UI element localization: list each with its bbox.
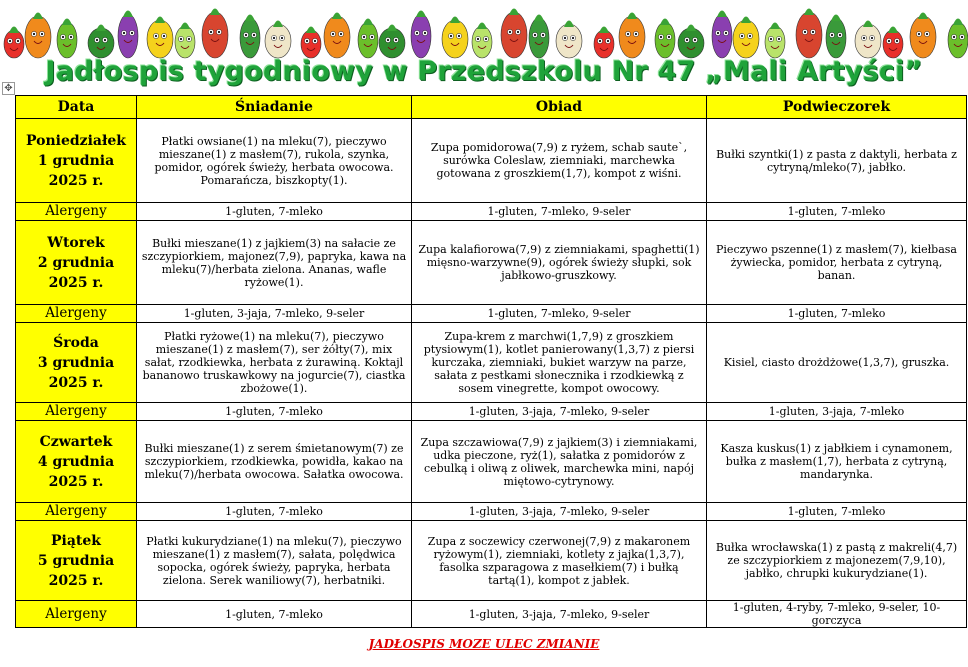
eggplant-icon (411, 11, 431, 59)
day-year: 2025 r. (48, 274, 104, 291)
snack-cell: Kasza kuskus(1) z jabłkiem i cynamonem, bułka z masłem(1,7), herbata z cytryną, mandarynka. (707, 421, 967, 503)
snack-cell: Kisiel, ciasto drożdżowe(1,3,7), gruszka. (707, 323, 967, 403)
day-row (16, 221, 967, 305)
tomato-icon (733, 17, 759, 59)
onion-icon (202, 9, 228, 59)
allergen-row (16, 305, 967, 323)
pepper-icon (948, 19, 968, 59)
snack-cell: Pieczywo pszenne(1) z masłem(7), kiełbasa żywiecka, pomidor, herbata z cytryną, banan. (707, 221, 967, 305)
allergen-lunch: 1-gluten, 3-jaja, 7-mleko, 9-seler (412, 503, 707, 521)
allergen-row (16, 503, 967, 521)
day-year: 2025 r. (48, 374, 104, 391)
allergen-label: Alergeny (16, 503, 137, 521)
allergen-row (16, 403, 967, 421)
allergen-row (16, 601, 967, 628)
carrot-icon (301, 27, 321, 59)
allergen-label: Alergeny (16, 203, 137, 221)
day-date: 3 grudnia (37, 354, 115, 371)
allergen-label: Alergeny (16, 305, 137, 323)
onion-icon (796, 9, 822, 59)
allergen-label: Alergeny (16, 403, 137, 421)
day-name: Środa (53, 334, 99, 351)
lunch-cell: Zupa pomidorowa(7,9) z ryżem, schab saute`, surówka Coleslaw, ziemniaki, marchewka gotowana z groszkiem(1,7), kompot z wiśni. (412, 119, 707, 203)
apple-icon (25, 13, 51, 59)
pepper-icon (57, 19, 77, 59)
day-name: Poniedziałek (25, 132, 127, 149)
day-name: Czwartek (39, 433, 113, 450)
day-year: 2025 r. (48, 473, 104, 490)
radish-icon (556, 21, 582, 59)
breakfast-cell: Bułki mieszane(1) z jajkiem(3) na sałacie ze szczypiorkiem, majonez(7,9), papryka, kawa na mleku(7)/herbata zielona. Ananas, wafle ryżowe(1). (137, 221, 412, 305)
apple-icon (910, 13, 936, 59)
day-name: Piątek (51, 532, 101, 549)
allergen-snack: 1-gluten, 7-mleko (707, 305, 967, 323)
day-row (16, 119, 967, 203)
day-cell (16, 221, 137, 305)
header-row (16, 96, 967, 119)
day-date: 1 grudnia (37, 152, 115, 169)
lunch-cell: Zupa-krem z marchwi(1,7,9) z groszkiem ptysiowym(1), kotlet panierowany(1,3,7) z piersi kurczaka, ziemniaki, bukiet warzyw na parze, sałata z pestkami słonecznika i rzodkiewką z sosem vinegrette, kompot owocowy. (412, 323, 707, 403)
day-cell (16, 521, 137, 601)
lettuce-icon (765, 23, 785, 59)
carrot-icon (883, 27, 903, 59)
allergen-lunch: 1-gluten, 3-jaja, 7-mleko, 9-seler (412, 601, 707, 628)
pepper-icon (358, 19, 378, 59)
page-title: Jadłospis tygodniowy w Przedszkolu Nr 47 „Mali Artyści” (45, 56, 923, 87)
header-date: Data (16, 96, 137, 119)
cucumber-icon (379, 25, 405, 59)
breakfast-cell: Bułki mieszane(1) z serem śmietanowym(7) ze szczypiorkiem, rzodkiewka, powidła, kakao na mleku(7)/herbata owocowa. Sałatka owocowa. (137, 421, 412, 503)
day-name: Wtorek (47, 234, 105, 251)
pear-icon (826, 15, 846, 59)
radish-icon (855, 21, 881, 59)
tomato-icon (442, 17, 468, 59)
carrot-icon (4, 27, 24, 59)
breakfast-cell: Płatki owsiane(1) na mleku(7), pieczywo mieszane(1) z masłem(7), rukola, szynka, pomidor, ogórek świeży, herbata owocowa. Pomarańcza, biszkopty(1). (137, 119, 412, 203)
lettuce-icon (175, 23, 195, 59)
radish-icon (265, 21, 291, 59)
allergen-snack: 1-gluten, 7-mleko (707, 203, 967, 221)
lunch-cell: Zupa kalafiorowa(7,9) z ziemniakami, spaghetti(1) mięsno-warzywne(9), ogórek świeży słupki, sok jabłkowo-gruszkowy. (412, 221, 707, 305)
header-snack: Podwieczorek (707, 96, 967, 119)
carrot-icon (594, 27, 614, 59)
pepper-icon (655, 19, 675, 59)
snack-cell: Bułki szyntki(1) z pasta z daktyli, herbata z cytryną/mleko(7), jabłko. (707, 119, 967, 203)
vegetable-illustration (0, 0, 968, 60)
allergen-lunch: 1-gluten, 3-jaja, 7-mleko, 9-seler (412, 403, 707, 421)
allergen-breakfast: 1-gluten, 7-mleko (137, 503, 412, 521)
pear-icon (529, 15, 549, 59)
breakfast-cell: Płatki ryżowe(1) na mleku(7), pieczywo mieszane(1) z masłem(7), ser żółty(7), mix sałat, rzodkiewka, herbata z żurawiną. Koktajl bananowo truskawkowy na jogurcie(7), ciastka zbożowe(1). (137, 323, 412, 403)
allergen-breakfast: 1-gluten, 7-mleko (137, 403, 412, 421)
cucumber-icon (88, 25, 114, 59)
apple-icon (619, 13, 645, 59)
onion-icon (501, 9, 527, 59)
eggplant-icon (118, 11, 138, 59)
lunch-cell: Zupa szczawiowa(7,9) z jajkiem(3) i ziemniakami, udka pieczone, ryż(1), sałatka z pomidorów z cebulką i oliwą z oliwek, marchewka mini, napój miętowo-cytrynowy. (412, 421, 707, 503)
allergen-lunch: 1-gluten, 7-mleko, 9-seler (412, 305, 707, 323)
allergen-breakfast: 1-gluten, 3-jaja, 7-mleko, 9-seler (137, 305, 412, 323)
allergen-lunch: 1-gluten, 7-mleko, 9-seler (412, 203, 707, 221)
day-cell (16, 323, 137, 403)
breakfast-cell: Płatki kukurydziane(1) na mleku(7), pieczywo mieszane(1) z masłem(7), sałata, polędwica sopocka, ogórek świeży, papryka, herbata zielona. Serek waniliowy(7), herbatniki. (137, 521, 412, 601)
day-row (16, 521, 967, 601)
day-date: 2 grudnia (37, 254, 115, 271)
header-lunch: Obiad (412, 96, 707, 119)
tomato-icon (147, 17, 173, 59)
allergen-label: Alergeny (16, 601, 137, 628)
pear-icon (240, 15, 260, 59)
lettuce-icon (472, 23, 492, 59)
eggplant-icon (712, 11, 732, 59)
snack-cell: Bułka wrocławska(1) z pastą z makreli(4,7) ze szczypiorkiem z majonezem(7,9,10), jabłko, chrupki kukurydziane(1). (707, 521, 967, 601)
cucumber-icon (678, 25, 704, 59)
menu-table (15, 95, 967, 628)
allergen-snack: 1-gluten, 3-jaja, 7-mleko (707, 403, 967, 421)
day-date: 4 grudnia (37, 453, 115, 470)
allergen-row (16, 203, 967, 221)
apple-icon (324, 13, 350, 59)
day-year: 2025 r. (48, 172, 104, 189)
menu-change-notice: JADŁOSPIS MOZE ULEC ZMIANIE (368, 637, 600, 651)
table-move-handle-icon[interactable]: ✥ (2, 82, 15, 95)
allergen-snack: 1-gluten, 7-mleko (707, 503, 967, 521)
allergen-breakfast: 1-gluten, 7-mleko (137, 601, 412, 628)
vegetable-banner (0, 0, 968, 60)
day-year: 2025 r. (48, 572, 104, 589)
lunch-cell: Zupa z soczewicy czerwonej(7,9) z makaronem ryżowym(1), ziemniaki, kotlety z jajka(1,3,7), fasolka szparagowa z masełkiem(7) i bułką tartą(1), kompot z jabłek. (412, 521, 707, 601)
day-cell (16, 421, 137, 503)
day-cell (16, 119, 137, 203)
allergen-breakfast: 1-gluten, 7-mleko (137, 203, 412, 221)
header-breakfast: Śniadanie (137, 96, 412, 119)
day-date: 5 grudnia (37, 552, 115, 569)
day-row (16, 421, 967, 503)
day-row (16, 323, 967, 403)
allergen-snack: 1-gluten, 4-ryby, 7-mleko, 9-seler, 10-gorczyca (707, 601, 967, 628)
